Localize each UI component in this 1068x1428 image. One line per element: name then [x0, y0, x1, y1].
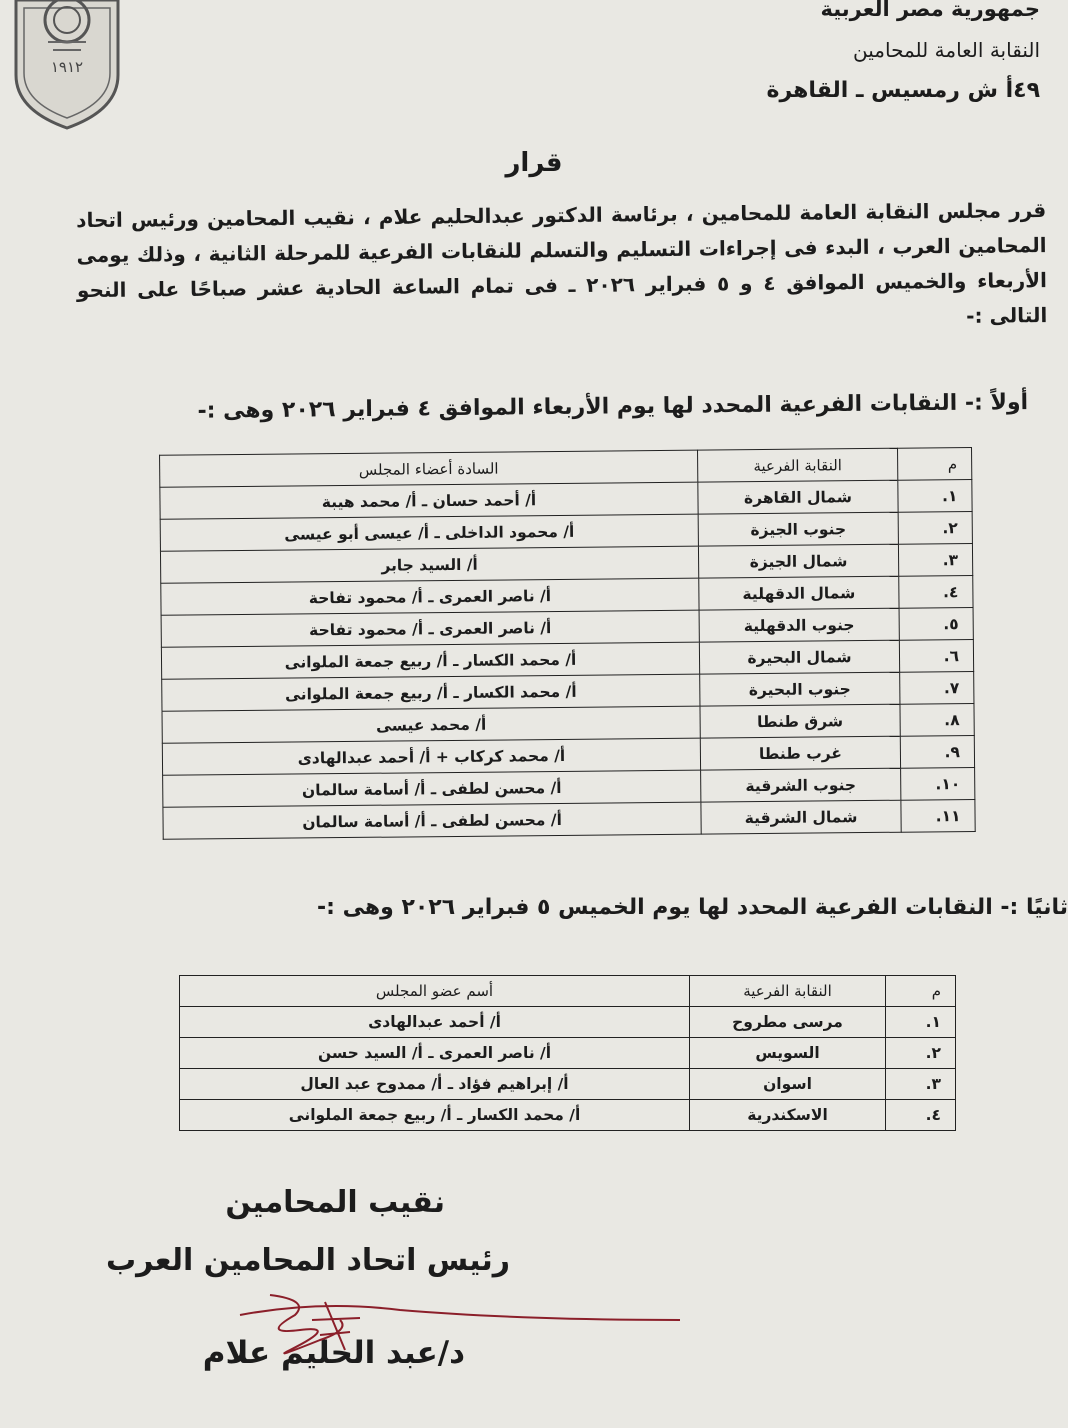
row-number: ١٠.: [901, 767, 975, 800]
decision-paragraph: قرر مجلس النقابة العامة للمحامين ، برئاسة الدكتور عبدالحليم علام ، نقيب المحامين ورئيس اتحاد المحامين العرب ، البدء فى إجراءات التسليم والتسلم للنقابات الفرعية للمرحلة الثانية ، وذلك يومى الأربعاء والخميس الموافق ٤ و ٥ فبراير ٢٠٢٦ ـ فى تمام الساعة الحادية عشر صباحًا على النحو التالى :-: [76, 197, 1048, 328]
letterhead: [680, 0, 1040, 112]
council-members: أ/ محمد عيسى: [162, 706, 700, 743]
table-row: [180, 1007, 956, 1038]
council-members: أ/ محمد كركاب + أ/ أحمد عبدالهادى: [162, 738, 700, 775]
branch-name: اسوان: [690, 1069, 886, 1100]
council-members: أ/ أحمد حسان ـ أ/ محمد هيبة: [160, 482, 698, 519]
document-title: قرار: [505, 148, 563, 178]
signer-second-title: رئيس اتحاد المحامين العرب: [105, 1243, 510, 1278]
council-members: أ/ محمد الكسار ـ أ/ ربيع جمعة الملوانى: [180, 1100, 690, 1131]
branch-name: غرب طنطا: [700, 736, 900, 770]
row-number: ٨.: [900, 703, 974, 736]
table-row: [180, 1100, 956, 1131]
signer-name: د/عبد الحليم علام: [202, 1335, 465, 1371]
council-members: أ/ محسن لطفى ـ أ/ أسامة سالمان: [163, 802, 701, 839]
row-number: ٢.: [886, 1038, 956, 1069]
row-number: ٤.: [886, 1100, 956, 1131]
lawyers-syndicate-seal-icon: [8, 0, 126, 130]
branch-name: شرق طنطا: [700, 704, 900, 738]
branch-name: شمال الشرقية: [701, 800, 901, 834]
column-header-branch: النقابة الفرعية: [698, 448, 898, 482]
branch-name: جنوب الشرقية: [701, 768, 901, 802]
branch-name: شمال الجيزة: [698, 544, 898, 578]
section1-heading: أولاً :- النقابات الفرعية المحدد لها يوم الأربعاء الموافق ٤ فبراير ٢٠٢٦ وهى :-: [197, 390, 1029, 424]
handwritten-signature-icon: [200, 1280, 700, 1370]
row-number: ١.: [886, 1007, 956, 1038]
row-number: ١.: [898, 480, 972, 513]
branch-name: شمال الدقهلية: [699, 576, 899, 610]
council-members: أ/ السيد جابر: [160, 546, 698, 583]
branch-name: الاسكندرية: [690, 1100, 886, 1131]
letterhead-address: ٤٩أ ش رمسيس ـ القاهرة: [766, 78, 1040, 103]
row-number: ٢.: [898, 512, 972, 545]
column-header-branch: النقابة الفرعية: [690, 976, 886, 1007]
row-number: ٣.: [886, 1069, 956, 1100]
council-members: أ/ محمد الكسار ـ أ/ ربيع جمعة الملوانى: [162, 674, 700, 711]
branch-name: شمال البحيرة: [699, 640, 899, 674]
council-members: أ/ أحمد عبدالهادى: [180, 1007, 690, 1038]
branch-name: السويس: [690, 1038, 886, 1069]
section1-table: [159, 447, 976, 840]
row-number: ٩.: [900, 735, 974, 768]
section2-table: [179, 975, 956, 1131]
table-row: [180, 1038, 956, 1069]
branch-name: جنوب الجيزة: [698, 512, 898, 546]
table-row: [180, 1069, 956, 1100]
signer-title: نقيب المحامين: [225, 1185, 445, 1220]
letterhead-organization: النقابة العامة للمحامين: [853, 38, 1040, 62]
column-header-members: أسم عضو المجلس: [180, 976, 690, 1007]
council-members: أ/ إبراهيم فؤاد ـ أ/ ممدوح عبد العال: [180, 1069, 690, 1100]
row-number: ٧.: [900, 671, 974, 704]
row-number: ٣.: [898, 544, 972, 577]
table-row: [163, 799, 975, 839]
row-number: ٤.: [899, 575, 973, 608]
letterhead-country: جمهورية مصر العربية: [820, 0, 1040, 21]
council-members: أ/ ناصر العمرى ـ أ/ محمود تفاحة: [161, 578, 699, 615]
row-number: ٥.: [899, 607, 973, 640]
section2-heading: ثانيًا :- النقابات الفرعية المحدد لها يوم الخميس ٥ فبراير ٢٠٢٦ وهى :-: [317, 895, 1068, 920]
row-number: ١١.: [901, 799, 975, 832]
council-members: أ/ محمد الكسار ـ أ/ ربيع جمعة الملوانى: [161, 642, 699, 679]
council-members: أ/ محسن لطفى ـ أ/ أسامة سالمان: [163, 770, 701, 807]
row-number: ٦.: [899, 639, 973, 672]
column-header-members: السادة أعضاء المجلس: [160, 450, 698, 487]
section2-header-row: [180, 976, 956, 1007]
council-members: أ/ محمود الداخلى ـ أ/ عيسى أبو عيسى: [160, 514, 698, 551]
branch-name: جنوب الدقهلية: [699, 608, 899, 642]
branch-name: جنوب البحيرة: [700, 672, 900, 706]
council-members: أ/ ناصر العمرى ـ أ/ السيد حسن: [180, 1038, 690, 1069]
seal-year: ١٩١٢: [50, 58, 84, 76]
column-header-number: م: [886, 976, 956, 1007]
column-header-number: م: [898, 448, 972, 481]
council-members: أ/ ناصر العمرى ـ أ/ محمود تفاحة: [161, 610, 699, 647]
branch-name: مرسى مطروح: [690, 1007, 886, 1038]
branch-name: شمال القاهرة: [698, 480, 898, 514]
